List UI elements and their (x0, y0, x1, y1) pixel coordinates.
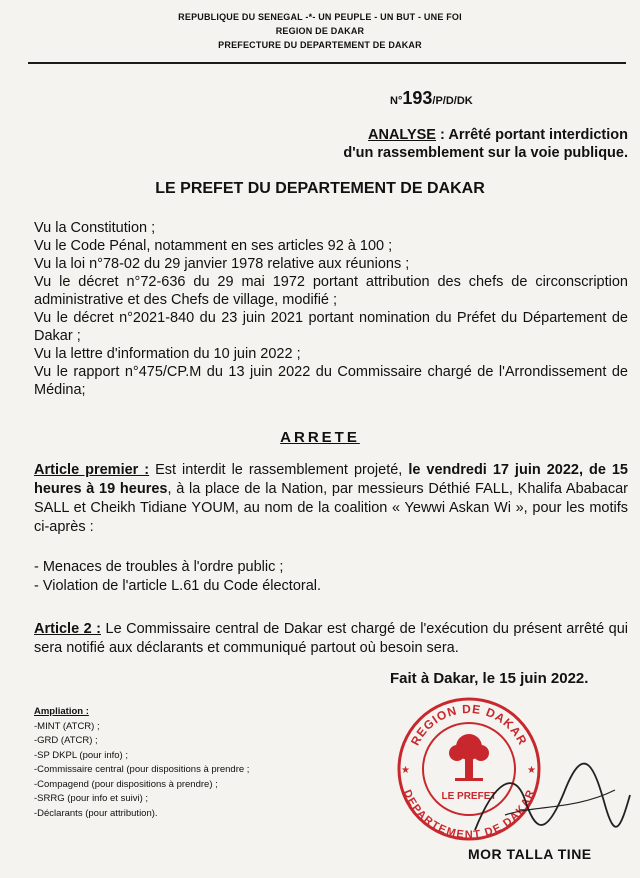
article-1-part2: , à la place de la Nation, par messieurs Déthié FALL, Khalifa Ababacar SALL et Cheikh Tidiane YOUM, au nom de la coalition « Yewwi Askan Wi », pour les motifs ci-après : (34, 481, 628, 535)
article-1-date: le vendredi 17 juin 2022, de 15 heures à 19 heures (34, 462, 628, 497)
motif-item: - Menaces de troubles à l'ordre public ; (34, 559, 284, 575)
visa-item: Vu le décret n°72-636 du 29 mai 1972 portant attribution des chefs de circonscription administrative et des Chefs de village, modifié ; (34, 274, 628, 308)
header-prefecture: PREFECTURE DU DEPARTEMENT DE DAKAR (218, 40, 422, 50)
visa-item: Vu le rapport n°475/CP.M du 13 juin 2022 du Commissaire chargé de l'Arrondissement de Médina; (34, 364, 628, 398)
analyse-text-1: Arrêté portant interdiction (448, 127, 628, 143)
analyse-block: ANALYSE : Arrêté portant interdiction d'un rassemblement sur la voie publique. (300, 126, 628, 162)
article-1-part1: Est interdit le rassemblement projeté, (155, 462, 409, 478)
stamp-center-text: LE PREFET (441, 791, 497, 802)
ampliation-item: -MINT (ATCR) ; (34, 720, 100, 732)
header-region: REGION DE DAKAR (275, 26, 365, 36)
article-2-text: Le Commissaire central de Dakar est chargé de l'exécution du présent arrêté qui sera notifié aux déclarants et communiqué partout où besoin sera. (34, 621, 628, 656)
article-1 (34, 461, 628, 537)
visa-item: Vu la Constitution ; (34, 220, 156, 236)
stamp-star-icon: ★ (527, 765, 536, 776)
visa-item: Vu la loi n°78-02 du 29 janvier 1978 relative aux réunions ; (34, 256, 410, 272)
ampliation-item: -Commissaire central (pour dispositions à prendre ; (34, 764, 250, 775)
reference-digits: 193 (402, 88, 433, 108)
motif-item: - Violation de l'article L.61 du Code électoral. (34, 578, 322, 594)
article-1-label: Article premier : (34, 462, 150, 478)
header-divider (28, 62, 626, 64)
article-2-label: Article 2 : (34, 621, 101, 637)
ampliation-list (34, 705, 249, 821)
analyse-label: ANALYSE (368, 127, 436, 143)
ampliation-item: -SRRG (pour info et suivi) ; (34, 793, 149, 804)
reference-prefix: N° (390, 95, 403, 107)
handwritten-signature (465, 760, 635, 850)
reference-suffix: /P/D/DK (432, 95, 473, 107)
stamp-star-icon: ★ (401, 765, 410, 776)
place-date: Fait à Dakar, le 15 juin 2022. (390, 670, 589, 687)
ampliation-heading: Ampliation : (34, 706, 89, 717)
ampliation-item: -Compagend (pour dispositions à prendre) ; (34, 778, 218, 790)
reference-number (390, 88, 473, 109)
arrete-heading: ARRETE (280, 429, 360, 446)
signer-name: MOR TALLA TINE (468, 846, 592, 862)
document-title: LE PREFET DU DEPARTEMENT DE DAKAR (155, 180, 485, 197)
signature-stroke (475, 764, 630, 830)
visa-item: Vu la lettre d'information du 10 juin 2022 ; (34, 346, 301, 362)
ampliation-item: -SP DKPL (pour info) ; (34, 749, 128, 761)
ampliation-item: -GRD (ATCR) ; (34, 735, 98, 746)
ampliation-item: -Déclarants (pour attribution). (34, 807, 158, 819)
stamp-bottom-text: DEPARTEMENT DE DAKAR (400, 788, 538, 842)
visa-item: Vu le Code Pénal, notamment en ses articles 92 à 100 ; (34, 238, 393, 254)
article-2 (34, 620, 628, 658)
visa-item: Vu le décret n°2021-840 du 23 juin 2021 portant nomination du Préfet du Département de Dakar ; (34, 310, 628, 344)
stamp-top-text: REGION DE DAKAR (407, 701, 531, 748)
visas-list (34, 219, 628, 399)
header-republic: REPUBLIQUE DU SENEGAL -*- UN PEUPLE - UN BUT - UNE FOI (178, 12, 462, 22)
motifs-list (34, 558, 594, 596)
analyse-text-2: d'un rassemblement sur la voie publique. (343, 145, 628, 161)
